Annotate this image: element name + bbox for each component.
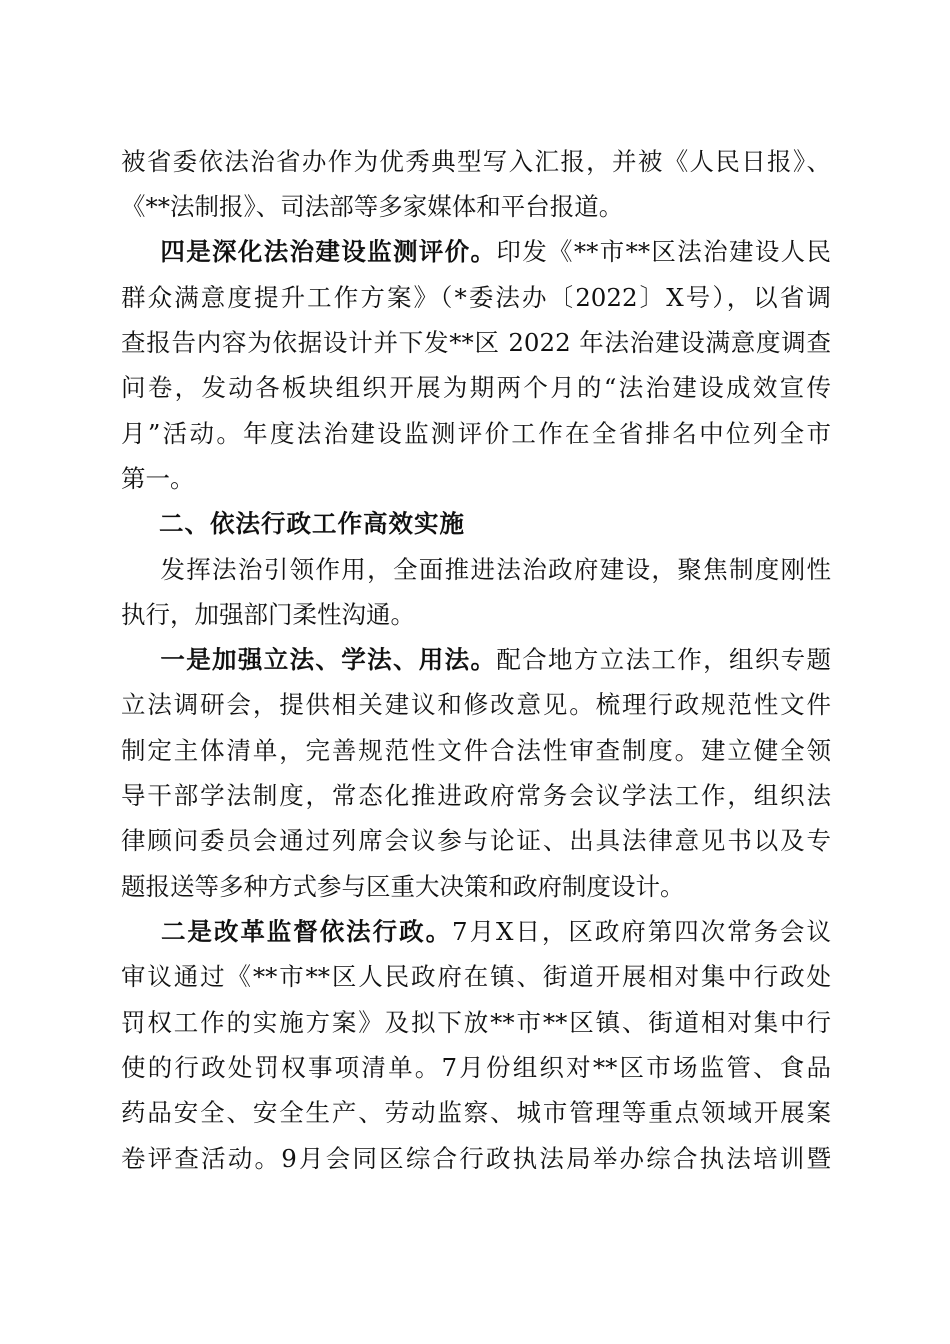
paragraph-5-lead: 二是改革监督依法行政。 — [159, 917, 453, 946]
paragraph-5-line-5: 药品安全、安全生产、劳动监察、城市管理等重点领域开展案 — [121, 1098, 831, 1127]
paragraph-5-line-1-rest: 7月X日，区政府第四次常务会议 — [452, 917, 832, 946]
paragraph-3-line-2: 执行，加强部门柔性沟通。 — [121, 600, 415, 629]
paragraph-5-line-6: 卷评查活动。9月会同区综合行政执法局举办综合执法培训暨 — [121, 1144, 831, 1173]
paragraph-4-line-6: 题报送等多种方式参与区重大决策和政府制度设计。 — [121, 872, 685, 901]
paragraph-5-line-2: 审议通过《**市**区人民政府在镇、街道开展相对集中行政处 — [121, 962, 831, 991]
paragraph-4-line-1 — [121, 640, 831, 680]
paragraph-3-line-1 — [121, 550, 831, 590]
paragraph-4-line-4: 导干部学法制度，常态化推进政府常务会议学法工作，组织法 — [121, 781, 831, 810]
section-heading: 二、依法行政工作高效实施 — [159, 509, 465, 538]
paragraph-2-line-5: 月”活动。年度法治建设监测评价工作在全省排名中位列全市 — [121, 419, 831, 448]
paragraph-4-lead: 一是加强立法、学法、用法。 — [159, 645, 497, 674]
paragraph-5-line-3: 罚权工作的实施方案》及拟下放**市**区镇、街道相对集中行 — [121, 1008, 831, 1037]
paragraph-3-line-1-text: 发挥法治引领作用，全面推进法治政府建设，聚焦制度刚性 — [159, 555, 831, 584]
paragraph-5-line-4: 使的行政处罚权事项清单。7月份组织对**区市场监管、食品 — [121, 1053, 831, 1082]
paragraph-2-line-6: 第一。 — [121, 464, 195, 493]
paragraph-2-line-2: 群众满意度提升工作方案》（*委法办〔2022〕X号），以省调 — [121, 283, 831, 312]
paragraph-4-line-2: 立法调研会，提供相关建议和修改意见。梳理行政规范性文件 — [121, 690, 831, 719]
paragraph-2-line-3: 查报告内容为依据设计并下发**区 2022 年法治建设满意度调查 — [121, 328, 831, 357]
paragraph-4-line-5: 律顾问委员会通过列席会议参与论证、出具法律意见书以及专 — [121, 826, 831, 855]
paragraph-4-line-3: 制定主体清单，完善规范性文件合法性审查制度。建立健全领 — [121, 736, 831, 765]
paragraph-2-line-1-rest: 印发《**市**区法治建设人民 — [496, 237, 832, 266]
paragraph-2-lead: 四是深化法治建设监测评价。 — [159, 237, 497, 266]
paragraph-2-line-4: 问卷，发动各板块组织开展为期两个月的“法治建设成效宣传 — [121, 373, 831, 402]
paragraph-4-line-1-rest: 配合地方立法工作，组织专题 — [496, 645, 832, 674]
paragraph-2-line-1 — [121, 232, 831, 272]
paragraph-1-line-1: 被省委依法治省办作为优秀典型写入汇报，并被《人民日报》、 — [121, 147, 831, 176]
paragraph-5-line-1 — [121, 912, 831, 952]
paragraph-1-line-2: 《**法制报》、司法部等多家媒体和平台报道。 — [121, 192, 624, 221]
